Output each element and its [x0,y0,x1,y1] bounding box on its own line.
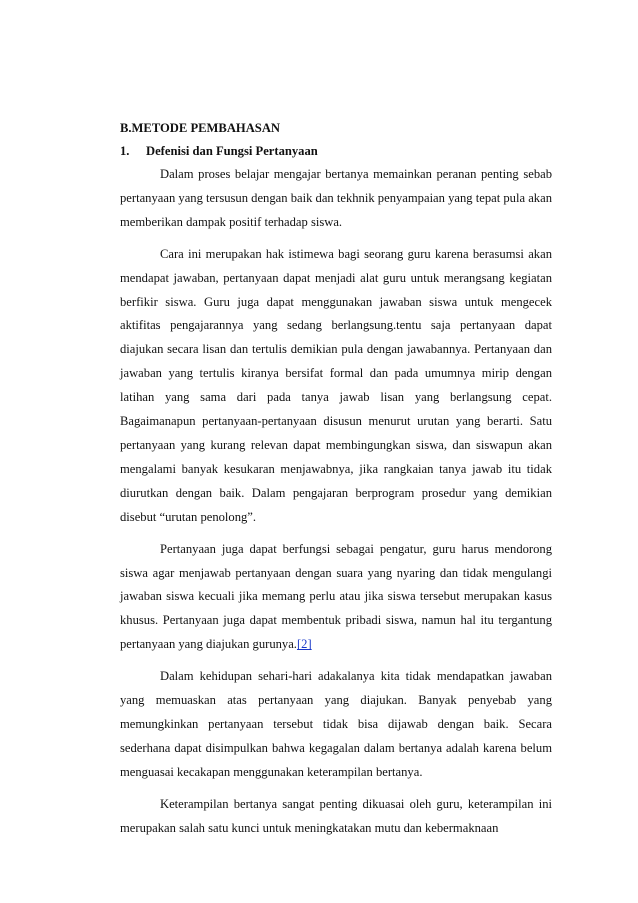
subsection-heading [120,143,552,159]
paragraph-3-text: Pertanyaan juga dapat berfungsi sebagai pengatur, guru harus mendorong siswa agar menjawab pertanyaan dengan suara yang nyaring dan tidak mengulangi jawaban siswa kecuali jika memang perlu atau jika siswa tersebut merupakan kasus khusus. Pertanyaan juga dapat membentuk pribadi siswa, namun hal itu tergantung pertanyaan yang diajukan gurunya. [120,541,552,652]
subsection-title: Defenisi dan Fungsi Pertanyaan [146,144,318,158]
paragraph-1: Dalam proses belajar mengajar bertanya memainkan peranan penting sebab pertanyaan yang tersusun dengan baik dan tekhnik penyampaian yang tepat pula akan memberikan dampak positif terhadap siswa. [120,167,552,229]
paragraph-4: Dalam kehidupan sehari-hari adakalanya kita tidak mendapatkan jawaban yang memuaskan atas pertanyaan yang diajukan. Banyak penyebab yang memungkinkan pertanyaan tersebut tidak bisa dijawab dengan baik. Secara sederhana dapat disimpulkan bahwa kegagalan dalam bertanya adalah karena belum menguasai kecakapan menggunakan keterampilan bertanya. [120,669,552,779]
section-heading: B.METODE PEMBAHASAN [120,121,281,135]
paragraph-5: Keterampilan bertanya sangat penting dikuasai oleh guru, keterampilan ini merupakan salah satu kunci untuk meningkatakan mutu dan kebermaknaan [120,796,552,835]
reference-link[interactable]: [2] [296,637,312,652]
subsection-number: 1. [120,144,130,158]
paragraph-2: Cara ini merupakan hak istimewa bagi seorang guru karena berasumsi akan mendapat jawaban, pertanyaan dapat menjadi alat guru untuk merangsang kegiatan berfikir siswa. Guru juga dapat menggunakan jawaban siswa untuk mengecek aktifitas pengajarannya yang sedang berlangsung.tentu saja pertanyaan dapat diajukan secara lisan dan tertulis demikian pula dengan jawabannya. Pertanyaan dan jawaban yang tertulis kiranya bersifat formal dan pada umumnya mirip dengan latihan yang sama dari pada tanya jawab lisan yang berlangsung cepat. Bagaimanapun pertanyaan-pertanyaan disusun menurut urutan yang berarti. Satu pertanyaan yang kurang relevan dapat membingungkan siswa, dan siswapun akan mengalami banyak kesukaran menjawabnya, jika rangkaian tanya jawab itu tidak diurutkan dengan baik. Dalam pengajaran berprogram prosedur yang demikian disebut “urutan penolong”. [120,246,552,524]
paragraph-3 [120,538,552,658]
